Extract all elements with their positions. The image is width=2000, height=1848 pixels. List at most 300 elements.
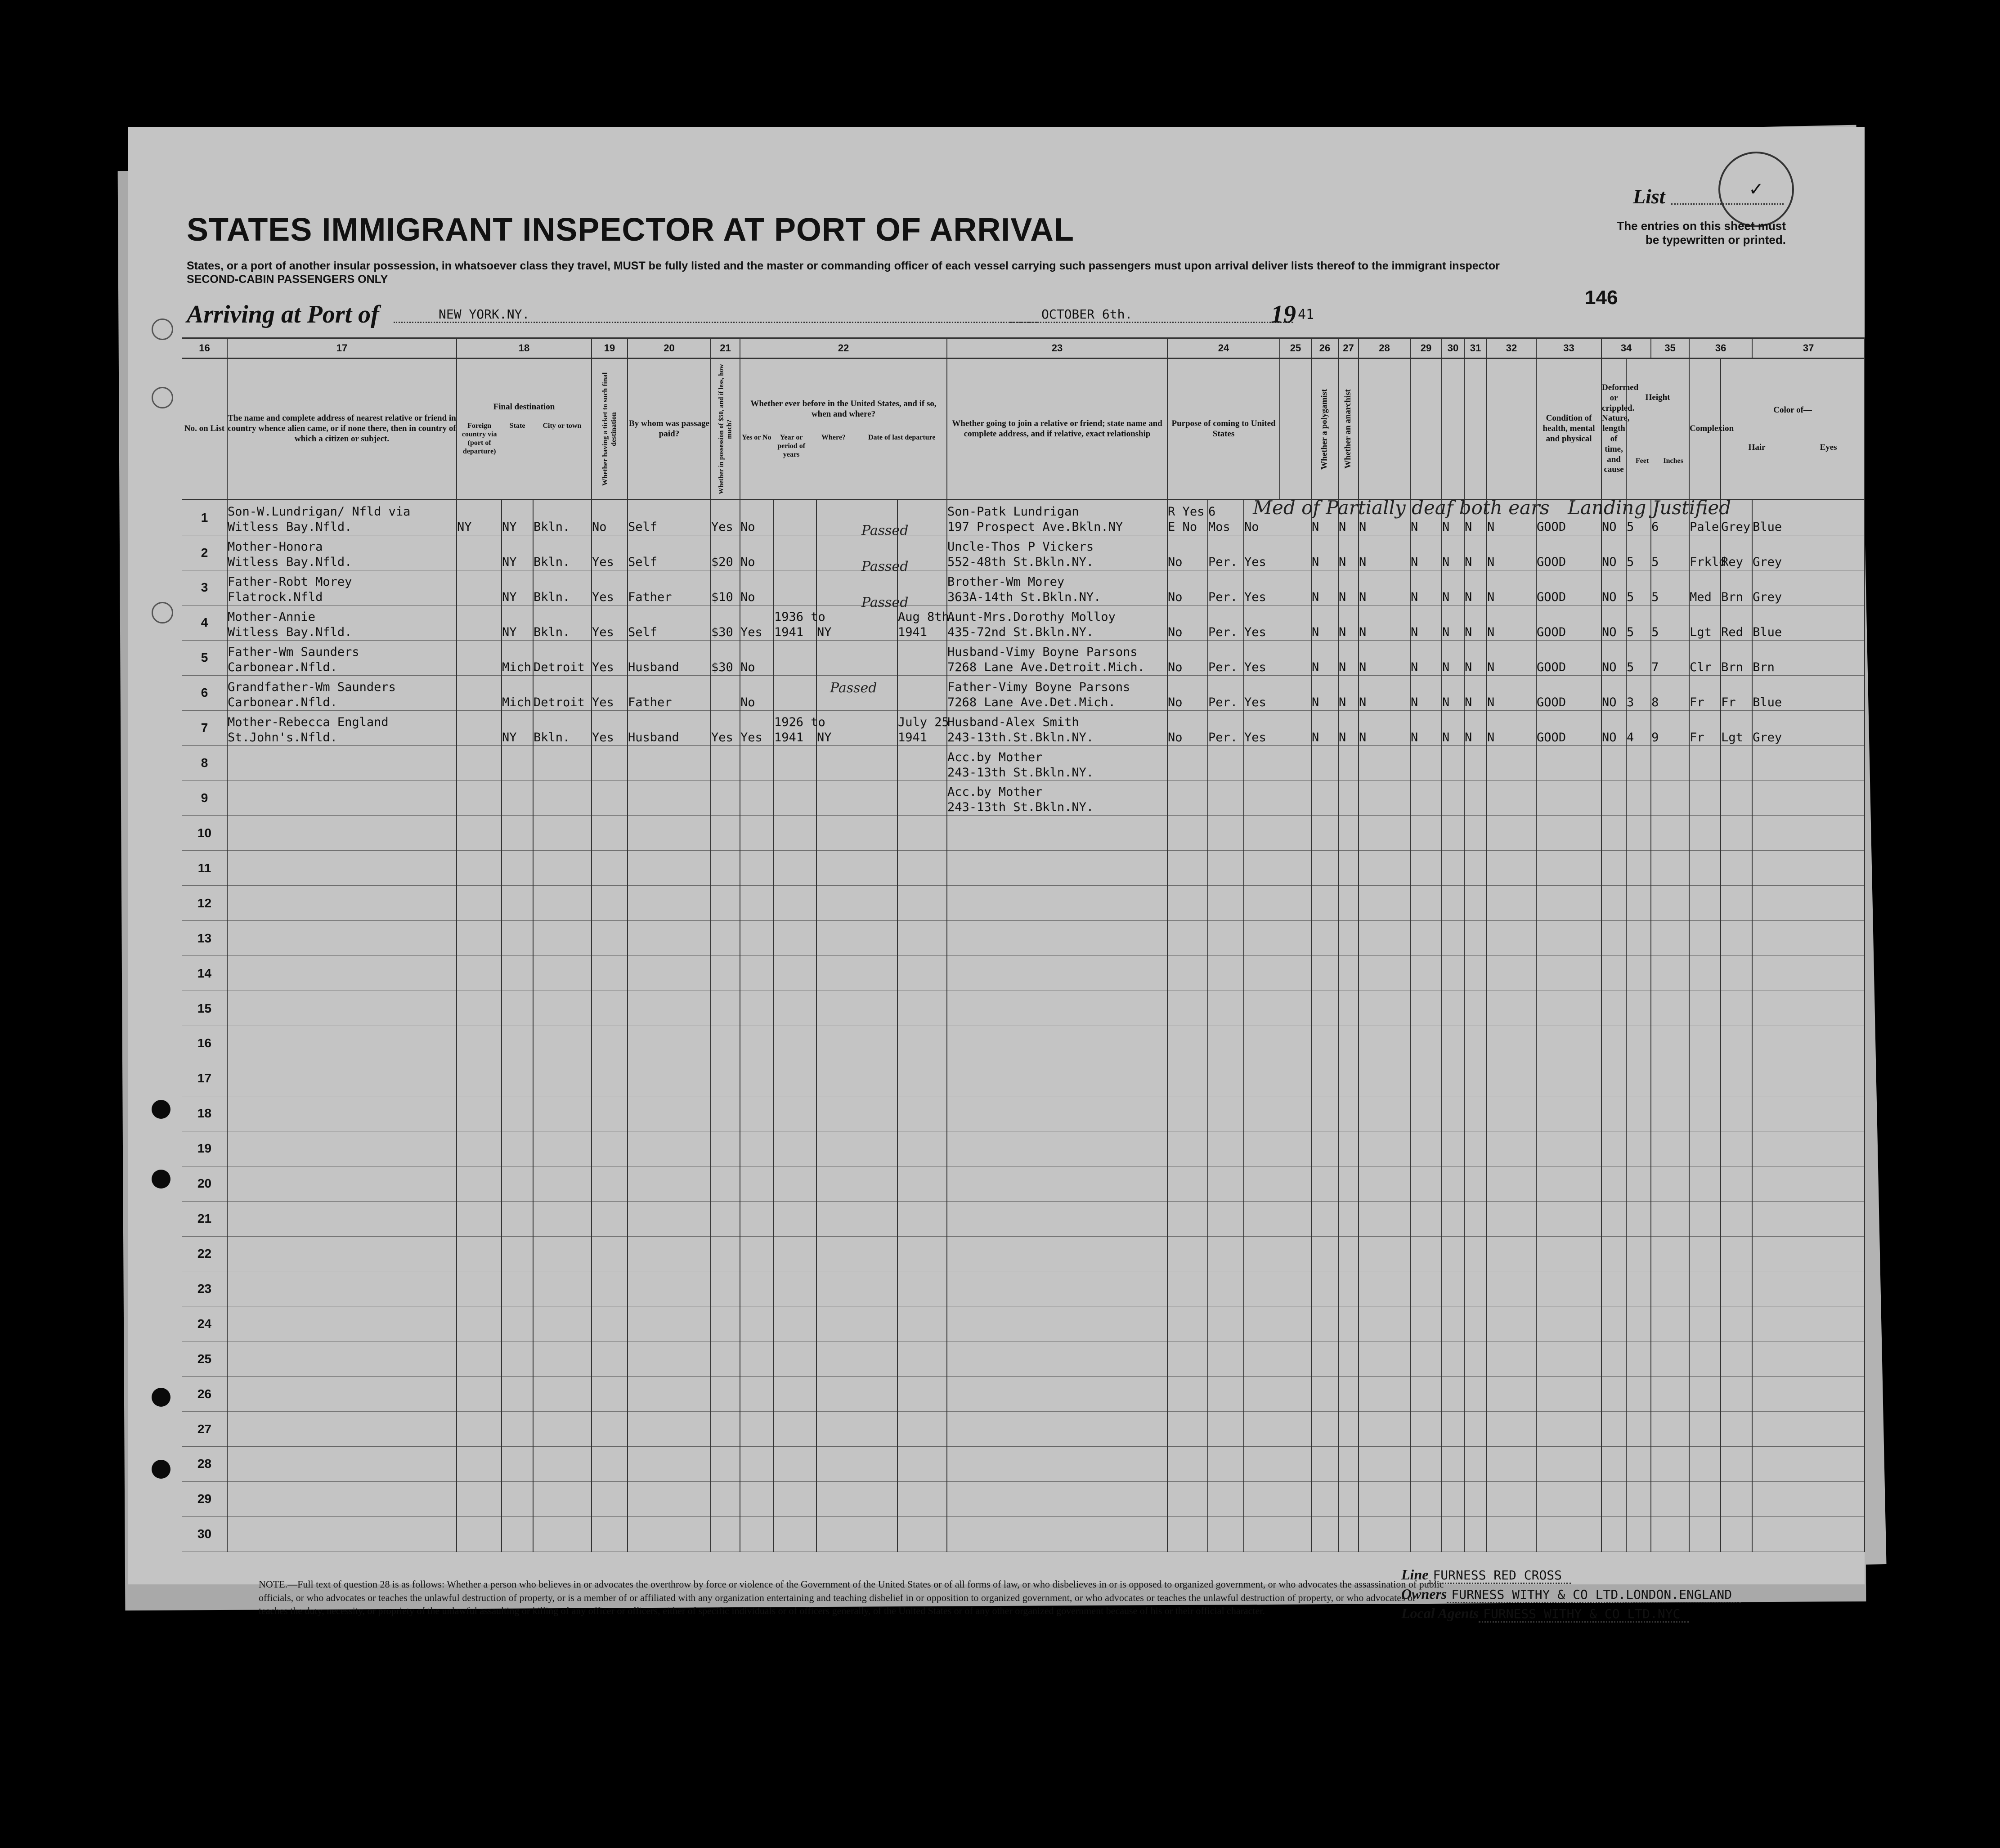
cell-c27	[1359, 921, 1410, 956]
cell-eyes	[1752, 886, 1865, 921]
cell-def	[1601, 886, 1626, 921]
cell-eyes	[1752, 1447, 1865, 1482]
cell-rel	[227, 1341, 457, 1377]
cell-c28	[1410, 1341, 1442, 1377]
cell-cond	[1536, 886, 1601, 921]
cell-in	[1651, 1131, 1689, 1166]
cell-in	[1651, 1412, 1689, 1447]
cell-rel: Mother-Annie Witless Bay.Nfld.	[227, 605, 457, 640]
cell-fc: NY	[457, 500, 502, 535]
cell-yn	[740, 1201, 774, 1236]
cell-c31	[1487, 956, 1536, 991]
manifest-sheet	[128, 127, 1865, 1621]
cell-cpx	[1689, 886, 1721, 921]
cell-dt	[897, 921, 947, 956]
cell-join	[947, 1201, 1167, 1236]
cell-dt	[897, 956, 947, 991]
cell-c31	[1487, 1271, 1536, 1306]
cell-per	[774, 991, 816, 1026]
cell-hair	[1721, 816, 1752, 851]
table-row	[182, 1377, 1865, 1412]
cell-paid	[628, 1061, 711, 1096]
cell-p2	[1208, 1377, 1244, 1412]
cell-cpx	[1689, 921, 1721, 956]
cell-in	[1651, 1447, 1689, 1482]
cell-c29	[1442, 1026, 1464, 1061]
cell-fc	[457, 780, 502, 816]
cell-c30	[1464, 956, 1487, 991]
cell-tk: No	[592, 500, 628, 535]
cell-p1	[1167, 1447, 1208, 1482]
cell-c27	[1359, 1096, 1410, 1131]
cell-def	[1601, 1447, 1626, 1482]
owners-value: FURNESS WITHY & CO LTD.LONDON.ENGLAND	[1447, 1587, 1741, 1603]
cell-hair	[1721, 1306, 1752, 1341]
cell-join: Son-Patk Lundrigan 197 Prospect Ave.Bkln.NY	[947, 500, 1167, 535]
cell-c27	[1359, 1026, 1410, 1061]
cell-p2	[1208, 991, 1244, 1026]
cell-c29	[1442, 956, 1464, 991]
cell-c27	[1359, 1341, 1410, 1377]
cell-p1	[1167, 1131, 1208, 1166]
cell-c26	[1338, 745, 1359, 780]
cell-ft	[1626, 1131, 1651, 1166]
cell-fc	[457, 1236, 502, 1271]
cell-ft: 5	[1626, 640, 1651, 675]
cell-join	[947, 1377, 1167, 1412]
cell-yn	[740, 1481, 774, 1516]
cell-cpx	[1689, 1061, 1721, 1096]
cell-c31	[1487, 1377, 1536, 1412]
cell-p3	[1244, 1061, 1311, 1096]
cell-rel: Mother-Rebecca England St.John's.Nfld.	[227, 710, 457, 745]
cell-p3	[1244, 991, 1311, 1026]
cell-c27	[1359, 991, 1410, 1026]
cell-tk: Yes	[592, 640, 628, 675]
cell-c27: N	[1359, 500, 1410, 535]
binder-hole	[152, 387, 173, 408]
cell-c30	[1464, 851, 1487, 886]
cell-st	[502, 886, 533, 921]
cell-cpx	[1689, 816, 1721, 851]
cell-paid	[628, 956, 711, 991]
cell-paid	[628, 1026, 711, 1061]
cell-c26: N	[1338, 570, 1359, 605]
cell-hair	[1721, 1481, 1752, 1516]
cell-eyes	[1752, 1096, 1865, 1131]
cell-st	[502, 1377, 533, 1412]
cell-eyes	[1752, 745, 1865, 780]
cell-c27	[1359, 816, 1410, 851]
cell-hair	[1721, 1516, 1752, 1552]
cell-c28: N	[1410, 675, 1442, 710]
cell-join	[947, 956, 1167, 991]
cell-p3: Yes	[1244, 570, 1311, 605]
row-number: 18	[182, 1096, 227, 1131]
cell-c31: N	[1487, 710, 1536, 745]
cell-rel	[227, 851, 457, 886]
cell-tk	[592, 1481, 628, 1516]
table-row	[182, 1412, 1865, 1447]
cell-m50	[711, 675, 740, 710]
cell-per	[774, 1412, 816, 1447]
cell-c31: N	[1487, 605, 1536, 640]
cell-in: 5	[1651, 570, 1689, 605]
line-value: FURNESS RED CROSS	[1428, 1568, 1571, 1584]
cell-p2	[1208, 851, 1244, 886]
cell-m50	[711, 991, 740, 1026]
cell-p1	[1167, 886, 1208, 921]
cell-cpx	[1689, 780, 1721, 816]
cell-c30	[1464, 1096, 1487, 1131]
cell-eyes	[1752, 1377, 1865, 1412]
cell-c31	[1487, 780, 1536, 816]
cell-cond	[1536, 816, 1601, 851]
cell-dt	[897, 745, 947, 780]
cell-cond	[1536, 921, 1601, 956]
cell-yn	[740, 1377, 774, 1412]
cell-st	[502, 1061, 533, 1096]
cell-c31: N	[1487, 640, 1536, 675]
cell-cpx	[1689, 1131, 1721, 1166]
cell-c28	[1410, 1377, 1442, 1412]
table-row	[182, 1131, 1865, 1166]
cell-c26	[1338, 886, 1359, 921]
cell-cond	[1536, 1096, 1601, 1131]
binder-hole	[152, 1100, 170, 1119]
cell-m50	[711, 1516, 740, 1552]
cell-p3	[1244, 1341, 1311, 1377]
cell-c29	[1442, 1481, 1464, 1516]
cell-eyes	[1752, 1201, 1865, 1236]
cell-in	[1651, 1481, 1689, 1516]
cell-c31: N	[1487, 675, 1536, 710]
cell-c26	[1338, 1341, 1359, 1377]
cell-hair: Lgt	[1721, 710, 1752, 745]
cell-c30	[1464, 780, 1487, 816]
cell-in	[1651, 780, 1689, 816]
agents-value: FURNESS WITHY & CO LTD.NYC	[1479, 1606, 1689, 1623]
cell-c31	[1487, 1447, 1536, 1482]
row-number: 27	[182, 1412, 227, 1447]
cell-in: 6	[1651, 500, 1689, 535]
row-number: 14	[182, 956, 227, 991]
cell-c29	[1442, 921, 1464, 956]
cell-in	[1651, 1061, 1689, 1096]
cell-rel	[227, 1026, 457, 1061]
cell-c26	[1338, 921, 1359, 956]
cell-c27	[1359, 1412, 1410, 1447]
cell-c30	[1464, 1341, 1487, 1377]
cell-rel	[227, 991, 457, 1026]
row-number: 13	[182, 921, 227, 956]
cell-c25	[1311, 1412, 1338, 1447]
cell-p1	[1167, 921, 1208, 956]
cell-join: Brother-Wm Morey 363A-14th St.Bkln.NY.	[947, 570, 1167, 605]
table-row	[182, 1061, 1865, 1096]
cell-join	[947, 921, 1167, 956]
cell-tk	[592, 1131, 628, 1166]
cell-p3	[1244, 816, 1311, 851]
cell-cond: GOOD	[1536, 570, 1601, 605]
cell-cpx	[1689, 1096, 1721, 1131]
binder-hole	[152, 1170, 170, 1189]
cell-c28	[1410, 956, 1442, 991]
cell-c30: N	[1464, 605, 1487, 640]
cell-join: Aunt-Mrs.Dorothy Molloy 435-72nd St.Bkln.NY.	[947, 605, 1167, 640]
cell-c30	[1464, 1201, 1487, 1236]
cell-ft: 5	[1626, 500, 1651, 535]
cell-dt	[897, 1026, 947, 1061]
cell-c28: N	[1410, 710, 1442, 745]
cell-def	[1601, 1306, 1626, 1341]
cell-c25	[1311, 1447, 1338, 1482]
cell-ft: 5	[1626, 535, 1651, 570]
cell-c29: N	[1442, 500, 1464, 535]
cell-c28	[1410, 1026, 1442, 1061]
cell-eyes: Grey	[1752, 535, 1865, 570]
cell-fc	[457, 851, 502, 886]
cell-paid	[628, 991, 711, 1026]
cell-c29	[1442, 1131, 1464, 1166]
cell-c29	[1442, 745, 1464, 780]
cell-p1: No	[1167, 605, 1208, 640]
cell-tk	[592, 886, 628, 921]
row-number: 2	[182, 535, 227, 570]
cell-c26: N	[1338, 675, 1359, 710]
cell-p3	[1244, 1306, 1311, 1341]
cell-rel	[227, 745, 457, 780]
cell-fc	[457, 956, 502, 991]
table-row	[182, 675, 1865, 710]
cell-cpx: Fr	[1689, 675, 1721, 710]
cell-c26	[1338, 851, 1359, 886]
cell-st	[502, 991, 533, 1026]
cell-hair	[1721, 1412, 1752, 1447]
cell-in: 9	[1651, 710, 1689, 745]
cell-st: NY	[502, 570, 533, 605]
cell-paid	[628, 1481, 711, 1516]
cell-p3: Yes	[1244, 710, 1311, 745]
cell-cond: GOOD	[1536, 535, 1601, 570]
cell-m50	[711, 1481, 740, 1516]
cell-dt	[897, 1516, 947, 1552]
cell-m50	[711, 780, 740, 816]
cell-wh	[816, 1061, 897, 1096]
cell-per	[774, 1516, 816, 1552]
cell-p3	[1244, 1377, 1311, 1412]
sheet-number: 146	[1585, 287, 1618, 309]
cell-ft	[1626, 1026, 1651, 1061]
cell-ft	[1626, 1096, 1651, 1131]
cell-per	[774, 816, 816, 851]
cell-join: Husband-Alex Smith 243-13th.St.Bkln.NY.	[947, 710, 1167, 745]
cell-city: Bkln.	[533, 500, 592, 535]
cell-c30	[1464, 991, 1487, 1026]
cell-def	[1601, 780, 1626, 816]
cell-per	[774, 1236, 816, 1271]
cell-c30: N	[1464, 675, 1487, 710]
table-row	[182, 921, 1865, 956]
table-row	[182, 1236, 1865, 1271]
cell-def: NO	[1601, 535, 1626, 570]
cell-cond	[1536, 745, 1601, 780]
cell-c26	[1338, 1412, 1359, 1447]
cell-c26	[1338, 1166, 1359, 1201]
cell-m50	[711, 1166, 740, 1201]
cell-st	[502, 780, 533, 816]
cell-p3	[1244, 886, 1311, 921]
cell-c27	[1359, 851, 1410, 886]
cell-c27	[1359, 956, 1410, 991]
cell-def	[1601, 1412, 1626, 1447]
cell-dt	[897, 851, 947, 886]
cell-per	[774, 1341, 816, 1377]
row-number: 28	[182, 1447, 227, 1482]
header-color-of: Color of— Hair Eyes	[1721, 359, 1865, 500]
cell-paid	[628, 1096, 711, 1131]
cell-fc	[457, 1201, 502, 1236]
cell-c28: N	[1410, 640, 1442, 675]
cell-cond	[1536, 956, 1601, 991]
cell-def	[1601, 1377, 1626, 1412]
cell-cpx	[1689, 1236, 1721, 1271]
table-row	[182, 816, 1865, 851]
cell-eyes	[1752, 816, 1865, 851]
cell-c25: N	[1311, 500, 1338, 535]
cell-yn: No	[740, 500, 774, 535]
cell-cpx: Lgt	[1689, 605, 1721, 640]
cell-wh	[816, 1131, 897, 1166]
cell-c30	[1464, 1412, 1487, 1447]
cell-c28	[1410, 1481, 1442, 1516]
cell-cond	[1536, 1131, 1601, 1166]
cell-eyes: Blue	[1752, 605, 1865, 640]
row-number: 4	[182, 605, 227, 640]
cell-join	[947, 1306, 1167, 1341]
cell-c28	[1410, 851, 1442, 886]
table-row	[182, 1306, 1865, 1341]
cell-cpx	[1689, 1412, 1721, 1447]
cell-dt	[897, 1306, 947, 1341]
cell-c31	[1487, 816, 1536, 851]
cell-c25	[1311, 1271, 1338, 1306]
cell-c28	[1410, 1201, 1442, 1236]
cell-m50	[711, 1447, 740, 1482]
cell-cond	[1536, 1412, 1601, 1447]
cell-p3	[1244, 1131, 1311, 1166]
cell-c30	[1464, 1236, 1487, 1271]
column-header-row	[182, 359, 1865, 500]
cell-city	[533, 921, 592, 956]
cell-dt	[897, 1096, 947, 1131]
cell-ft	[1626, 956, 1651, 991]
cell-wh	[816, 1236, 897, 1271]
cell-def	[1601, 1061, 1626, 1096]
cell-p1: No	[1167, 640, 1208, 675]
cell-wh	[816, 1096, 897, 1131]
cell-join: Acc.by Mother 243-13th St.Bkln.NY.	[947, 780, 1167, 816]
cell-m50	[711, 1131, 740, 1166]
cell-p2: Per.	[1208, 570, 1244, 605]
cell-c26	[1338, 1447, 1359, 1482]
cell-ft	[1626, 1516, 1651, 1552]
cell-st	[502, 956, 533, 991]
cell-c28: N	[1410, 535, 1442, 570]
cell-city	[533, 1271, 592, 1306]
column-number-row: 16 17 18 19 20 21 22 23 24 25 26 27 28 29 30 31 32 33 34 35 36 37	[182, 338, 1865, 359]
table-row	[182, 535, 1865, 570]
cell-st: NY	[502, 605, 533, 640]
cell-m50	[711, 1201, 740, 1236]
cell-in	[1651, 851, 1689, 886]
cell-c25	[1311, 1481, 1338, 1516]
cell-eyes: Blue	[1752, 500, 1865, 535]
cell-p1: No	[1167, 675, 1208, 710]
cell-per	[774, 780, 816, 816]
cell-paid: Self	[628, 605, 711, 640]
cell-hair	[1721, 956, 1752, 991]
cell-c27	[1359, 1166, 1410, 1201]
cell-p3: Yes	[1244, 640, 1311, 675]
cell-c30	[1464, 1377, 1487, 1412]
cell-join	[947, 816, 1167, 851]
cell-p3	[1244, 1516, 1311, 1552]
cell-paid	[628, 851, 711, 886]
cell-p2	[1208, 921, 1244, 956]
cell-p2	[1208, 745, 1244, 780]
cell-m50: $20	[711, 535, 740, 570]
cell-city	[533, 1096, 592, 1131]
cell-fc	[457, 570, 502, 605]
cell-city	[533, 1026, 592, 1061]
cell-ft	[1626, 1412, 1651, 1447]
cell-p1: No	[1167, 570, 1208, 605]
cell-cpx	[1689, 1481, 1721, 1516]
cell-cpx	[1689, 851, 1721, 886]
cell-in	[1651, 1516, 1689, 1552]
cell-p2	[1208, 1412, 1244, 1447]
cell-cpx	[1689, 1447, 1721, 1482]
cell-join	[947, 1096, 1167, 1131]
cell-p2	[1208, 780, 1244, 816]
cell-join	[947, 851, 1167, 886]
cell-wh	[816, 1201, 897, 1236]
cell-wh	[816, 780, 897, 816]
cell-c26	[1338, 1061, 1359, 1096]
cell-ft	[1626, 1236, 1651, 1271]
cell-cond	[1536, 1236, 1601, 1271]
handwritten-medical-note: Med of Partially deaf both ears	[1253, 497, 1550, 519]
cell-m50	[711, 956, 740, 991]
cell-fc	[457, 1026, 502, 1061]
cell-c29: N	[1442, 535, 1464, 570]
cell-city	[533, 1131, 592, 1166]
cell-c29	[1442, 1271, 1464, 1306]
cell-c29	[1442, 851, 1464, 886]
cell-yn	[740, 991, 774, 1026]
cell-join: Father-Vimy Boyne Parsons 7268 Lane Ave.Det.Mich.	[947, 675, 1167, 710]
cell-p1	[1167, 1061, 1208, 1096]
cell-paid	[628, 886, 711, 921]
cell-hair: Fr	[1721, 675, 1752, 710]
cell-c31	[1487, 851, 1536, 886]
cell-p2	[1208, 886, 1244, 921]
cell-p3	[1244, 745, 1311, 780]
cell-eyes	[1752, 1271, 1865, 1306]
cell-st	[502, 1166, 533, 1201]
cell-fc	[457, 605, 502, 640]
